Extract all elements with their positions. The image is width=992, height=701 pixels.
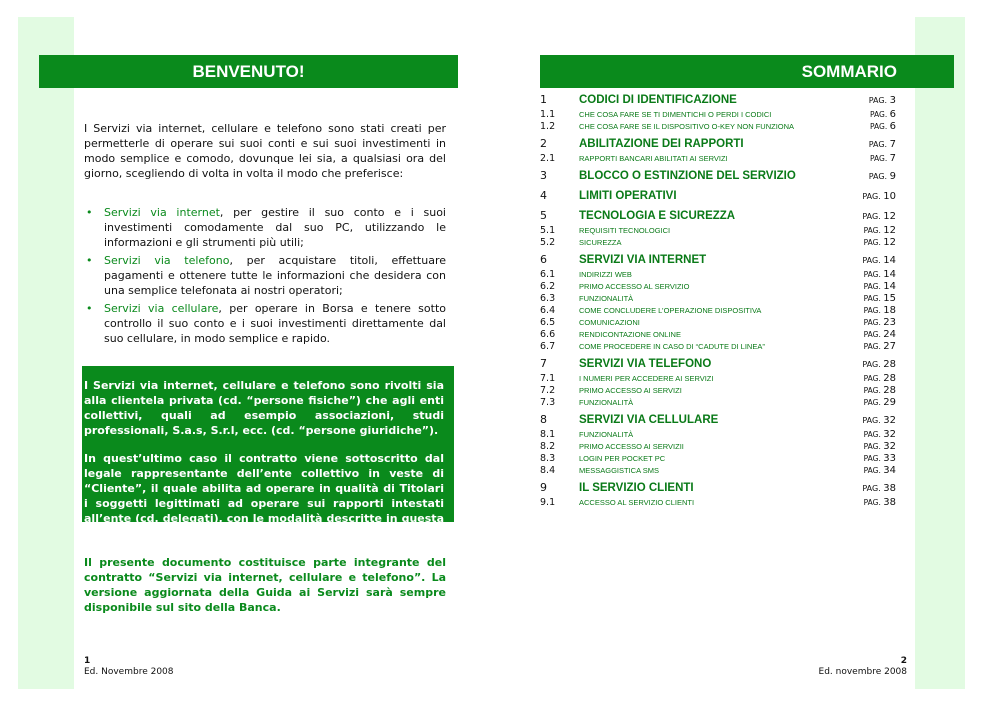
service-description: , per acquistare titoli, effettuare pagamenti e ottenere tutte le informazioni che desidera con una semplice telefonata ai nostri operatori;: [104, 254, 446, 297]
page-value: 10: [883, 191, 896, 202]
toc-page: [858, 305, 896, 316]
toc-section: [540, 253, 896, 353]
toc-subentry[interactable]: [540, 153, 896, 165]
toc-section: [540, 481, 896, 509]
page-label: PAG.: [863, 386, 881, 395]
page-label: PAG.: [868, 172, 888, 181]
toc-page: [858, 211, 896, 222]
page-value: 6: [889, 109, 896, 120]
toc-section: [540, 413, 896, 477]
toc-number: 6.2: [540, 281, 556, 292]
services-list: [84, 205, 446, 349]
toc-number: 6: [540, 253, 547, 266]
toc-page: [858, 293, 896, 304]
page-label: PAG.: [862, 192, 881, 201]
toc-title: INDIRIZZI WEB: [579, 270, 632, 279]
toc-subentry[interactable]: [540, 373, 896, 385]
toc-number: 7.3: [540, 397, 556, 408]
toc-title: PRIMO ACCESSO AL SERVIZIO: [579, 282, 690, 291]
toc-page: [858, 225, 896, 236]
toc-number: 6.1: [540, 269, 556, 280]
list-item: [84, 301, 446, 346]
page-label: PAG.: [863, 442, 881, 451]
toc-title: LIMITI OPERATIVI: [579, 190, 677, 202]
toc-page: [858, 139, 896, 150]
edition-label: Ed. novembre 2008: [818, 667, 907, 677]
toc-title: PRIMO ACCESSO AI SERVIZII: [579, 442, 684, 451]
toc-entry[interactable]: [540, 189, 896, 205]
toc-page: [858, 497, 896, 508]
toc-subentry[interactable]: [540, 397, 896, 409]
page-value: 28: [883, 359, 896, 370]
page-value: 7: [889, 153, 896, 164]
page-value: 3: [889, 95, 896, 106]
page-label: PAG.: [868, 96, 888, 105]
footer-left: [84, 656, 174, 678]
toc-title: IL SERVIZIO CLIENTI: [579, 482, 694, 494]
toc-page: [858, 171, 896, 182]
toc-subentry[interactable]: [540, 497, 896, 509]
page-value: 18: [883, 305, 896, 316]
toc-page: [858, 269, 896, 280]
toc-page: [858, 385, 896, 396]
toc-title: TECNOLOGIA E SICUREZZA: [579, 210, 736, 222]
page-value: 14: [883, 269, 896, 280]
toc-title: SERVIZI VIA INTERNET: [579, 254, 707, 266]
toc-page: [858, 255, 896, 266]
toc-subentry[interactable]: [540, 329, 896, 341]
page-label: PAG.: [863, 454, 881, 463]
page-value: 32: [883, 415, 896, 426]
page-value: 6: [889, 121, 896, 132]
service-name: Servizi via internet: [104, 206, 220, 219]
toc-title: SICUREZZA: [579, 238, 622, 247]
box-paragraph-2: In quest’ultimo caso il contratto viene sottoscritto dal legale rappresentante dell’ente collettivo in veste di “Cliente”, il quale abilita ad operare in qualità di Titolari i soggetti legittimati ad operare sui rapporti intestati all’ente (cd. delegati), con le modalità descritte in questa Guida.: [84, 452, 444, 540]
toc-entry[interactable]: [540, 413, 896, 429]
welcome-banner-title: BENVENUTO!: [192, 61, 305, 81]
toc-title: COMUNICAZIONI: [579, 318, 640, 327]
page-label: PAG.: [863, 430, 881, 439]
service-name: Servizi via telefono: [104, 254, 230, 267]
page-value: 12: [883, 211, 896, 222]
toc-number: 6.7: [540, 341, 556, 352]
toc-subentry[interactable]: [540, 225, 896, 237]
toc-title: CHE COSA FARE SE TI DIMENTICHI O PERDI I CODICI: [579, 110, 772, 119]
toc-title: CODICI DI IDENTIFICAZIONE: [579, 94, 737, 106]
toc-title: COME CONCLUDERE L’OPERAZIONE DISPOSITIVA: [579, 306, 762, 315]
left-margin-strip: [18, 17, 74, 689]
toc-title: REQUISITI TECNOLOGICI: [579, 226, 671, 235]
toc-title: I NUMERI PER ACCEDERE AI SERVIZI: [579, 374, 714, 383]
toc-entry[interactable]: [540, 481, 896, 497]
page-value: 29: [883, 397, 896, 408]
page-value: 28: [883, 373, 896, 384]
toc-title: SERVIZI VIA TELEFONO: [579, 358, 712, 370]
toc-section: [540, 169, 896, 185]
page-value: 32: [883, 429, 896, 440]
toc-number: 1: [540, 93, 547, 106]
toc-page: [858, 109, 896, 120]
toc-section: [540, 357, 896, 409]
toc-number: 7: [540, 357, 547, 370]
page-value: 38: [883, 483, 896, 494]
bullet-icon: •: [86, 254, 93, 267]
bullet-icon: •: [86, 206, 93, 219]
page-label: PAG.: [863, 238, 881, 247]
toc-entry[interactable]: [540, 357, 896, 373]
toc-page: [858, 397, 896, 408]
page-label: PAG.: [862, 212, 881, 221]
toc-title: ABILITAZIONE DEI RAPPORTI: [579, 138, 744, 150]
toc-number: 1.1: [540, 109, 556, 120]
page-label: PAG.: [862, 484, 881, 493]
welcome-banner: [39, 55, 458, 88]
summary-banner-title: SOMMARIO: [801, 61, 897, 81]
toc-number: 5.1: [540, 225, 556, 236]
toc-page: [858, 317, 896, 328]
page-label: PAG.: [862, 360, 881, 369]
toc-number: 2: [540, 137, 547, 150]
toc-number: 7.1: [540, 373, 556, 384]
page-value: 27: [883, 341, 896, 352]
toc-entry[interactable]: [540, 169, 896, 185]
page-label: PAG.: [863, 226, 881, 235]
toc-section: [540, 209, 896, 249]
toc-number: 2.1: [540, 153, 556, 164]
toc-number: 6.6: [540, 329, 556, 340]
toc-number: 8.2: [540, 441, 556, 452]
toc-number: 9.1: [540, 497, 556, 508]
toc-number: 5: [540, 209, 547, 222]
page-label: PAG.: [863, 294, 881, 303]
toc-number: 7.2: [540, 385, 556, 396]
page-value: 32: [883, 441, 896, 452]
toc-title: CHE COSA FARE SE IL DISPOSITIVO O-KEY NON FUNZIONA: [579, 122, 795, 131]
toc-number: 8: [540, 413, 547, 426]
toc-entry[interactable]: [540, 253, 896, 269]
page-number: 1: [84, 656, 91, 666]
toc-section: [540, 137, 896, 165]
toc-page: [858, 281, 896, 292]
toc-section: [540, 189, 896, 205]
page-value: 38: [883, 497, 896, 508]
toc-number: 8.1: [540, 429, 556, 440]
page-value: 9: [889, 171, 896, 182]
clientele-info-box: [82, 366, 454, 540]
toc-subentry[interactable]: [540, 121, 896, 133]
page-label: PAG.: [862, 416, 881, 425]
toc-number: 6.4: [540, 305, 556, 316]
toc-number: 4: [540, 189, 547, 202]
toc-page: [858, 237, 896, 248]
page-label: PAG.: [863, 374, 881, 383]
toc-subentry[interactable]: [540, 453, 896, 465]
page-value: 34: [883, 465, 896, 476]
toc-title: MESSAGGISTICA SMS: [579, 466, 660, 475]
toc-subentry[interactable]: [540, 293, 896, 305]
toc-page: [858, 341, 896, 352]
toc-number: 6.5: [540, 317, 556, 328]
toc-subentry[interactable]: [540, 237, 896, 249]
page-label: PAG.: [863, 342, 881, 351]
edition-label: Ed. Novembre 2008: [84, 667, 174, 677]
toc-title: ACCESSO AL SERVIZIO CLIENTI: [579, 498, 695, 507]
toc-title: FUNZIONALITÀ: [579, 398, 634, 407]
page-label: PAG.: [863, 282, 881, 291]
page-value: 24: [883, 329, 896, 340]
toc-subentry[interactable]: [540, 465, 896, 477]
toc-number: 1.2: [540, 121, 556, 132]
toc-title: FUNZIONALITÀ: [579, 430, 634, 439]
toc-title: RAPPORTI BANCARI ABILITATI AI SERVIZI: [579, 154, 728, 163]
toc-subentry[interactable]: [540, 441, 896, 453]
page-value: 12: [883, 237, 896, 248]
page-label: PAG.: [862, 256, 881, 265]
page-label: PAG.: [863, 466, 881, 475]
toc-title: COME PROCEDERE IN CASO DI “CADUTE DI LINEA”: [579, 342, 765, 351]
footer-right: [780, 656, 907, 678]
page-label: PAG.: [863, 498, 881, 507]
toc-title: FUNZIONALITÀ: [579, 294, 634, 303]
toc-page: [858, 329, 896, 340]
toc-subentry[interactable]: [540, 109, 896, 121]
page-label: PAG.: [868, 140, 888, 149]
page-value: 28: [883, 385, 896, 396]
toc-subentry[interactable]: [540, 341, 896, 353]
toc-page: [858, 191, 896, 202]
intro-paragraph: I Servizi via internet, cellulare e telefono sono stati creati per permetterle di operare sui suoi conti e sui suoi investimenti in modo semplice e comodo, dovunque lei sia, a qualsiasi ora del giorno, scegliendo di volta in volta il modo che preferisce:: [84, 122, 446, 180]
bullet-icon: •: [86, 302, 93, 315]
toc-page: [858, 153, 896, 164]
toc-title: LOGIN PER POCKET PC: [579, 454, 666, 463]
toc-title: PRIMO ACCESSO AI SERVIZI: [579, 386, 682, 395]
toc-subentry[interactable]: [540, 281, 896, 293]
toc-page: [858, 453, 896, 464]
box-paragraph-1: I Servizi via internet, cellulare e telefono sono rivolti sia alla clientela privata (cd. “persone fisiche”) che agli enti collettivi, quali ad esempio associazioni, studi professionali, S.a.s, S.r.l, ecc. (cd. “persone giuridiche”).: [84, 379, 444, 437]
list-item: [84, 253, 446, 298]
page-value: 23: [883, 317, 896, 328]
toc-title: RENDICONTAZIONE ONLINE: [579, 330, 681, 339]
toc-subentry[interactable]: [540, 429, 896, 441]
page-label: PAG.: [863, 330, 881, 339]
page-label: PAG.: [869, 154, 888, 163]
toc-section: [540, 93, 896, 133]
toc-number: 3: [540, 169, 547, 182]
page-value: 7: [889, 139, 896, 150]
page-label: PAG.: [869, 110, 888, 119]
toc-page: [858, 483, 896, 494]
service-description: , per operare in Borsa e tenere sotto controllo il suo conto e i suoi investimenti direttamente dal suo cellulare, in modo semplice e rapido.: [104, 302, 446, 345]
toc-title: BLOCCO O ESTINZIONE DEL SERVIZIO: [579, 170, 796, 182]
toc-entry[interactable]: [540, 209, 896, 225]
toc-entry[interactable]: [540, 93, 896, 109]
toc-subentry[interactable]: [540, 305, 896, 317]
toc-page: [858, 121, 896, 132]
toc-number: 6.3: [540, 293, 556, 304]
page-value: 15: [883, 293, 896, 304]
toc-number: 5.2: [540, 237, 556, 248]
page-value: 14: [883, 255, 896, 266]
page-number: 2: [900, 656, 907, 666]
service-description: , per gestire il suo conto e i suoi investimenti comodamente dal suo PC, utilizzando le informazioni e gli strumenti più utili;: [104, 206, 446, 249]
page-label: PAG.: [863, 318, 881, 327]
page-label: PAG.: [869, 122, 888, 131]
page-label: PAG.: [863, 306, 881, 315]
toc-page: [858, 441, 896, 452]
toc-page: [858, 429, 896, 440]
toc-page: [858, 95, 896, 106]
table-of-contents: [540, 93, 896, 513]
toc-page: [858, 415, 896, 426]
right-margin-strip: [915, 17, 965, 689]
page-label: PAG.: [863, 398, 881, 407]
toc-number: 8.4: [540, 465, 556, 476]
toc-page: [858, 373, 896, 384]
toc-number: 9: [540, 481, 547, 494]
toc-subentry[interactable]: [540, 385, 896, 397]
list-item: [84, 205, 446, 250]
page-value: 12: [883, 225, 896, 236]
toc-subentry[interactable]: [540, 317, 896, 329]
page-label: PAG.: [863, 270, 881, 279]
toc-entry[interactable]: [540, 137, 896, 153]
toc-page: [858, 359, 896, 370]
toc-page: [858, 465, 896, 476]
service-name: Servizi via cellulare: [104, 302, 219, 315]
page-value: 33: [883, 453, 896, 464]
toc-subentry[interactable]: [540, 269, 896, 281]
contract-note: Il presente documento costituisce parte integrante del contratto “Servizi via internet, cellulare e telefono”. La versione aggiornata della Guida ai Servizi sarà sempre disponibile sul sito della Banca.: [84, 556, 446, 614]
page-value: 14: [883, 281, 896, 292]
toc-title: SERVIZI VIA CELLULARE: [579, 414, 719, 426]
summary-banner: [540, 55, 954, 88]
toc-number: 8.3: [540, 453, 556, 464]
